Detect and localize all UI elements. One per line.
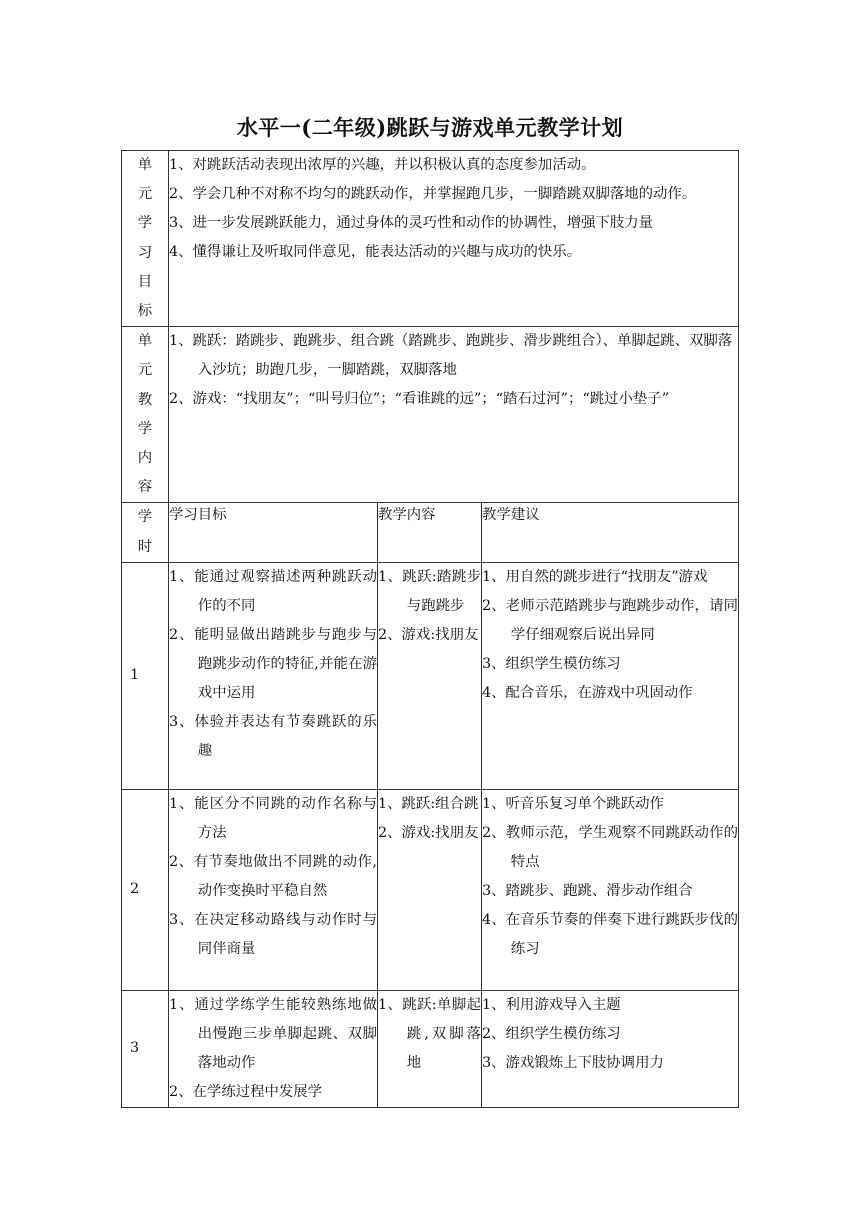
lesson-content: [378, 562, 482, 789]
objective-item: 2、有节奏地做出不同跳的动作,动作变换时平稳自然: [169, 853, 377, 899]
suggestion-item: 4、配合音乐，在游戏中巩固动作: [482, 684, 693, 701]
lesson-content: [378, 789, 482, 990]
lesson-suggestions: [482, 562, 739, 789]
suggestion-item: 2、教师示范，学生观察不同跳跃动作的特点: [482, 824, 738, 870]
suggestion-item: 1、听音乐复习单个跳跃动作: [482, 795, 664, 812]
content-item: 2、游戏:找朋友: [378, 626, 479, 643]
unit-content-row: [122, 327, 739, 503]
unit-content-label: 单 元 教 学 内 容: [122, 327, 169, 503]
lesson-row: [122, 990, 739, 1107]
content-item: 1、跳跃:踏跳步与跑跳步: [378, 568, 481, 614]
lesson-objectives: [169, 562, 378, 789]
lesson-suggestions: [482, 990, 739, 1107]
suggestion-item: 1、利用游戏导入主题: [482, 996, 621, 1013]
header-objectives: 学习目标: [169, 503, 378, 562]
suggestion-item: 1、用自然的跳步进行“找朋友”游戏: [482, 568, 708, 585]
lesson-row: [122, 562, 739, 789]
lesson-number: 1: [122, 562, 169, 789]
suggestion-item: 3、组织学生模仿练习: [482, 655, 621, 672]
objective-item: 1、能通过观察描述两种跳跃动作的不同: [169, 568, 377, 614]
lesson-number: 2: [122, 789, 169, 990]
lesson-objectives: [169, 990, 378, 1107]
suggestion-item: 3、游戏锻炼上下肢协调用力: [482, 1054, 664, 1071]
goal-item: 1、对跳跃活动表现出浓厚的兴趣，并以积极认真的态度参加活动。: [169, 157, 596, 173]
suggestion-item: 2、老师示范踏跳步与跑跳步动作，请同学仔细观察后说出异同: [482, 597, 738, 643]
objective-item: 3、在决定移动路线与动作时与同伴商量: [169, 911, 377, 957]
lesson-header-row: [122, 503, 739, 562]
lesson-header-label: 学 时: [122, 503, 169, 562]
goal-item: 2、学会几种不对称不均匀的跳跃动作，并掌握跑几步，一脚踏跳双脚落地的动作。: [169, 186, 697, 202]
goal-item: 4、懂得谦让及听取同伴意见，能表达活动的兴趣与成功的快乐。: [169, 244, 582, 260]
content-item: 1、跳跃:单脚起跳,双脚落地: [378, 996, 481, 1071]
unit-plan-table: [121, 150, 739, 1108]
header-content: 教学内容: [378, 503, 482, 562]
unit-goals-label: 单 元 学 习 目 标: [122, 151, 169, 327]
objective-item: 3、体验并表达有节奏跳跃的乐趣: [169, 713, 377, 759]
unit-content-content: [169, 327, 739, 503]
suggestion-item: 3、踏跳步、跑跳、滑步动作组合: [482, 882, 693, 899]
suggestion-item: 2、组织学生模仿练习: [482, 1025, 621, 1042]
objective-item: 2、在学练过程中发展学: [169, 1083, 323, 1100]
lesson-content: [378, 990, 482, 1107]
content-item: 2、游戏:找朋友: [378, 824, 479, 841]
content-item: 1、跳跃:组合跳: [378, 795, 479, 812]
lesson-row: [122, 789, 739, 990]
unit-goals-row: [122, 151, 739, 327]
lesson-objectives: [169, 789, 378, 990]
lesson-number: 3: [122, 990, 169, 1107]
lesson-suggestions: [482, 789, 739, 990]
header-suggestions: 教学建议: [482, 503, 739, 562]
goal-item: 3、进一步发展跳跃能力，通过身体的灵巧性和动作的协调性，增强下肢力量: [169, 215, 654, 231]
content-item: 1、跳跃：踏跳步、跑跳步、组合跳（踏跳步、跑跳步、滑步跳组合）、单脚起跳、双脚落入沙坑；助跑几步，一脚踏跳，双脚落地: [169, 333, 733, 379]
objective-item: 1、通过学练学生能较熟练地做出慢跑三步单脚起跳、双脚落地动作: [169, 996, 377, 1071]
objective-item: 2、能明显做出踏跳步与跑步与跑跳步动作的特征,并能在游戏中运用: [169, 626, 377, 701]
objective-item: 1、能区分不同跳的动作名称与方法: [169, 795, 377, 841]
unit-goals-content: [169, 151, 739, 327]
suggestion-item: 4、在音乐节奏的伴奏下进行跳跃步伐的练习: [482, 911, 738, 957]
page-title: 水平一(二年级)跳跃与游戏单元教学计划: [236, 115, 624, 140]
content-item: 2、游戏：“找朋友”；“叫号归位”；“看谁跳的远”；“踏石过河”；“跳过小垫子”: [169, 391, 670, 408]
